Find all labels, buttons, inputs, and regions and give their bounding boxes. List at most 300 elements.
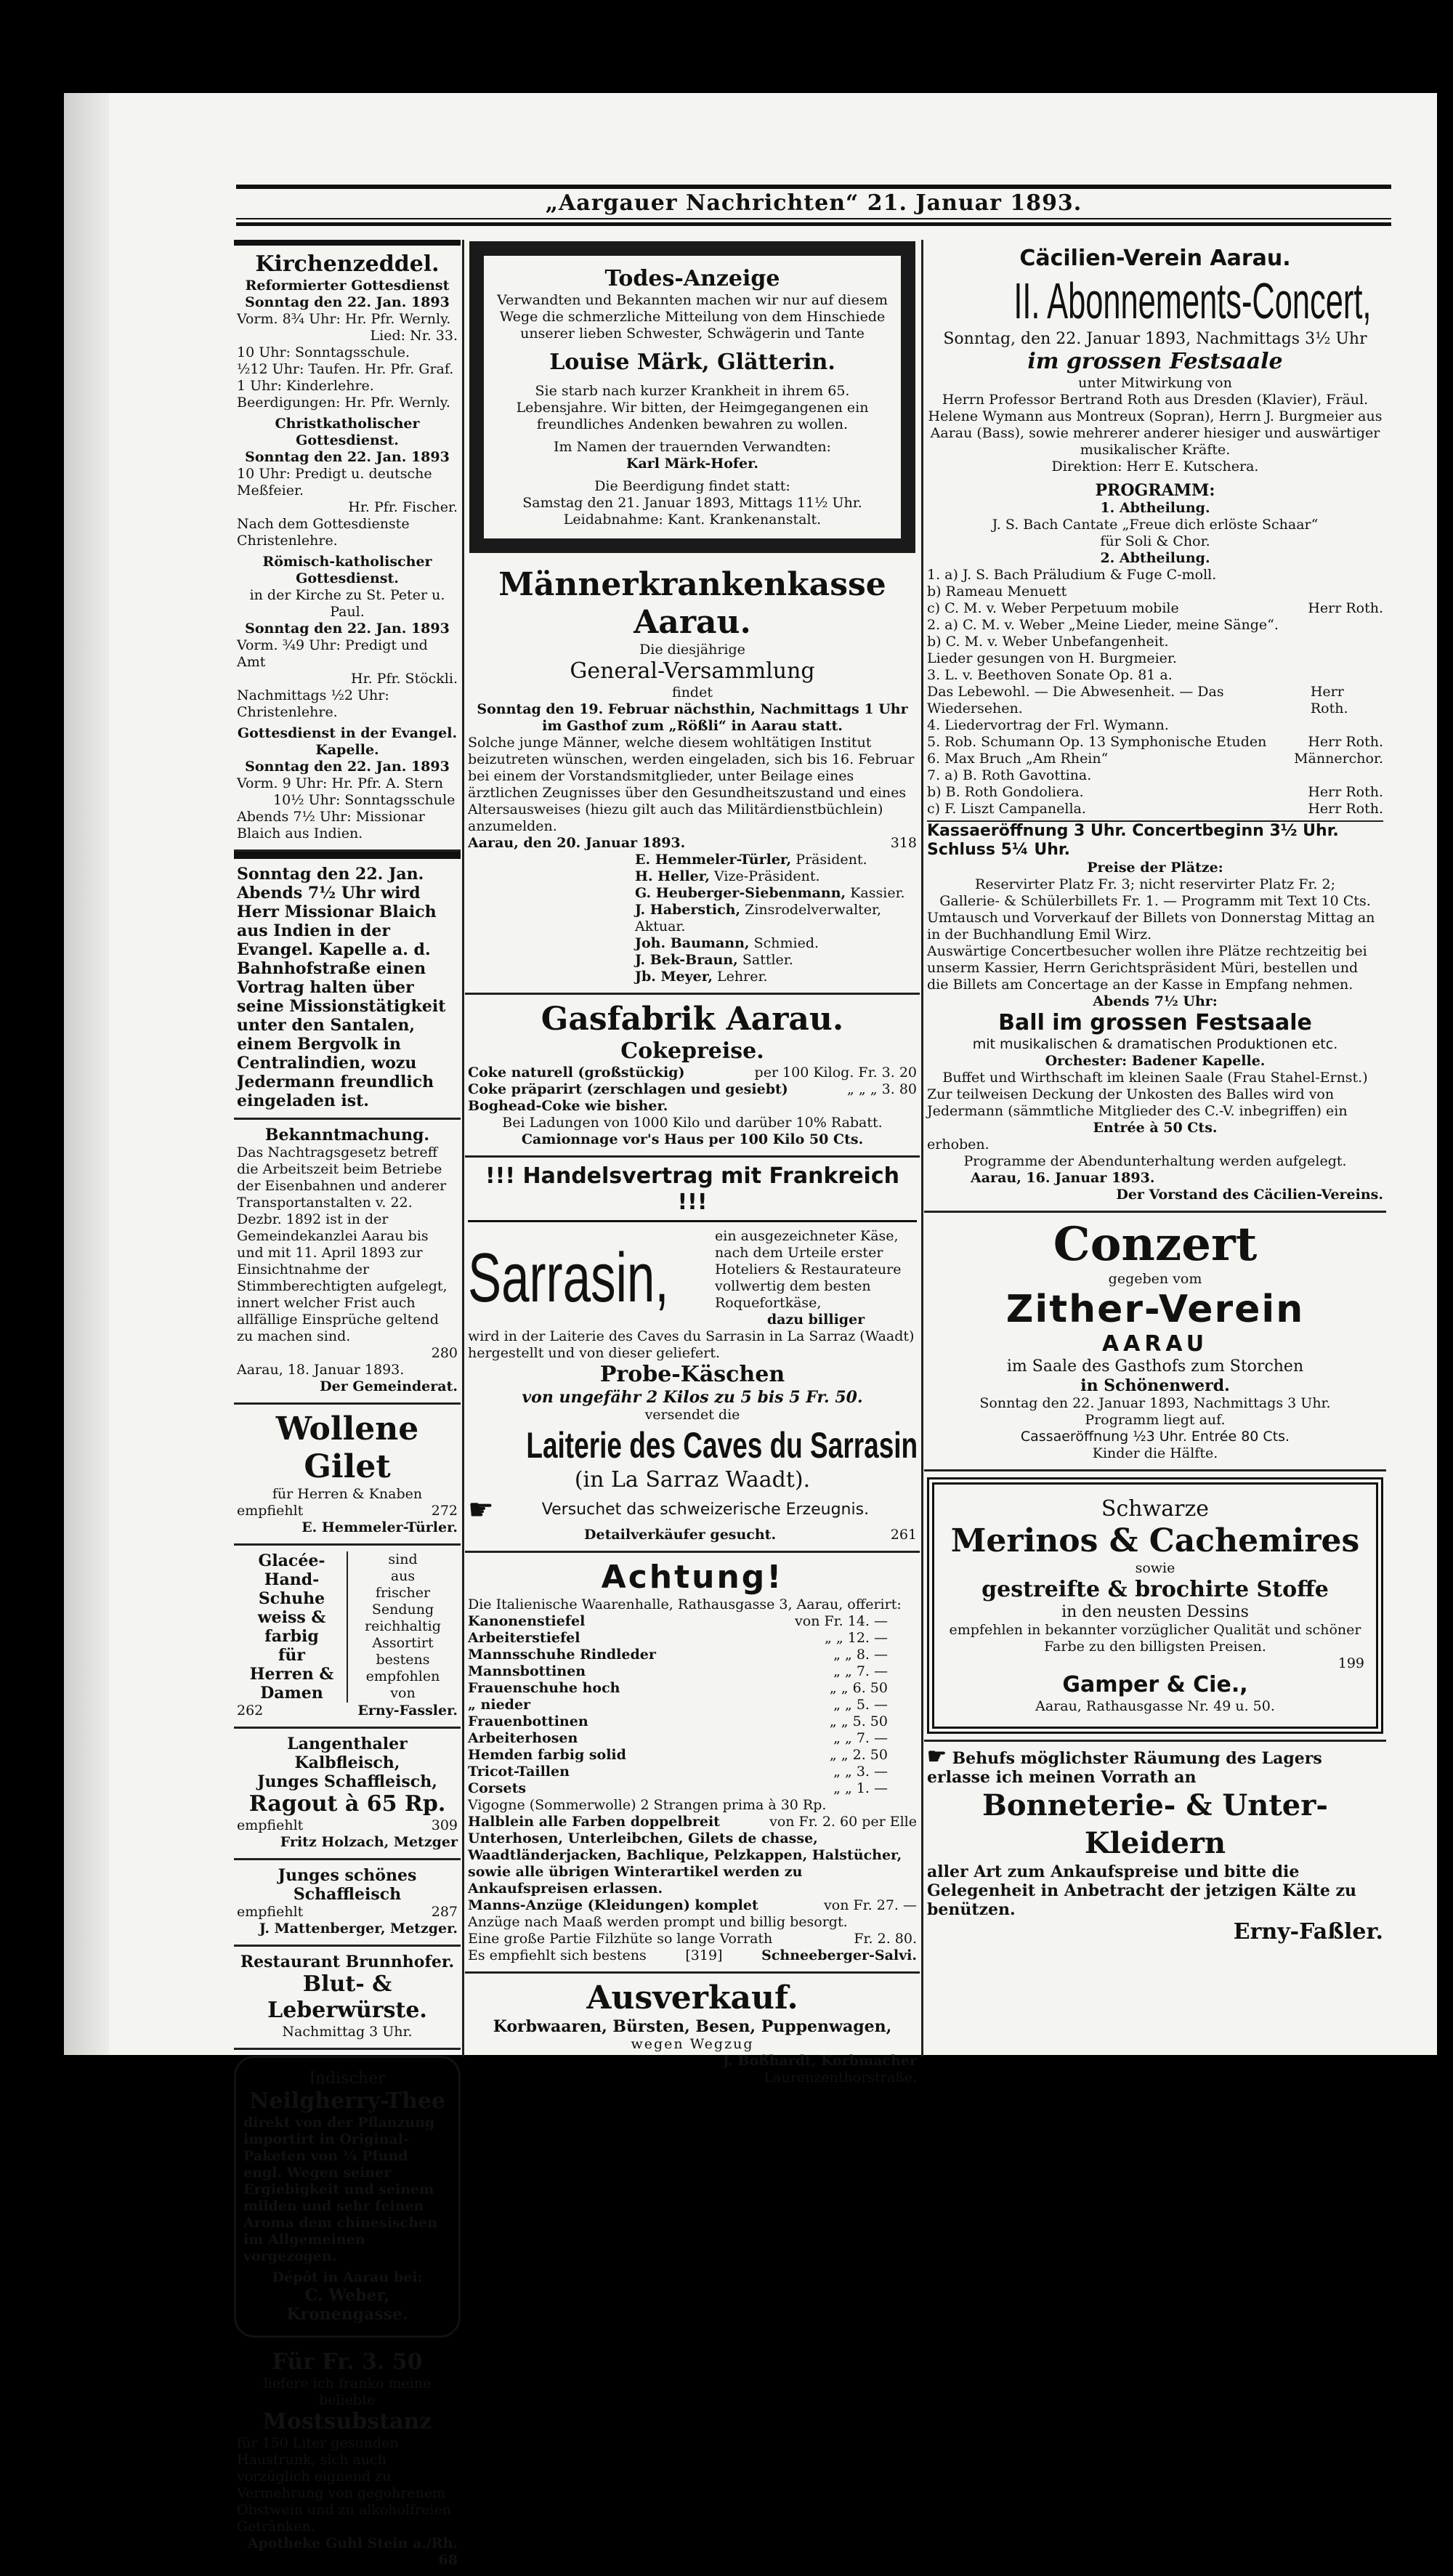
text-line: von ungefähr 2 Kilos zu 5 bis 5 Fr. 50. — [522, 1388, 863, 1407]
ad-number: 280 — [431, 1345, 458, 1361]
program-performer: Herr Roth. — [1308, 784, 1383, 800]
program-piece: Das Lebewohl. — Die Abwesenheit. — Das Wiedersehen. — [927, 684, 1224, 716]
text-line: Lied: Nr. 33. — [370, 328, 458, 344]
program-performer: Herr Roth. — [1308, 600, 1383, 616]
text-line: für Soli & Chor. — [1100, 533, 1210, 549]
text-line: Nachmittag 3 Uhr. — [282, 2024, 413, 2040]
text-line: Kassaeröffnung 3 Uhr. Concertbeginn 3½ Uhr. Schluss 5¼ Uhr. — [927, 820, 1383, 860]
text-line: 1 Uhr: Kinderlehre. — [237, 378, 374, 394]
member-name: Joh. Baumann, — [635, 935, 750, 951]
ad-text: Die Italienische Waarenhalle, Rathausgasse 3, Aarau, offerirt: — [468, 1596, 902, 1612]
item-name: „ nieder — [468, 1697, 531, 1713]
program-piece: b) Rameau Menuett — [927, 584, 1067, 599]
text-line: Reservirter Platz Fr. 3; nicht reservirter Platz Fr. 2; — [975, 876, 1335, 892]
text-line: Gallerie- & Schülerbillets Fr. 1. — Programm mit Text 10 Cts. — [939, 893, 1371, 909]
ad-text: Umtausch und Vorverkauf der Billets von Donnerstag Mittag an in der Buchhandlung Emil Wirz. — [927, 910, 1375, 942]
text-line: ½12 Uhr: Taufen. Hr. Pfr. Graf. — [237, 361, 454, 377]
item-name: Arbeiterstiefel — [468, 1630, 580, 1646]
price-row — [468, 1081, 917, 1098]
text-line: 10 Uhr: Predigt u. deutsche Meßfeier. — [237, 466, 432, 498]
ad-text: Das Nachtragsgesetz betreff die Arbeitszeit beim Betriebe der Eisenbahnen und anderer Transportanstalten v. 22. Dezbr. 1892 ist in der Gemeindekanzlei Aarau bis und mit 11. April 1893 zur Einsichtnahme der Stimmberechtigten aufgelegt, innert welcher Frist auch allfällige Einsprüche geltend zu machen sind. — [237, 1144, 448, 1344]
date-line: Sonntag den 22. Jan. 1893 — [245, 759, 450, 775]
ad-title: Cäcilien-Verein Aarau. — [1019, 246, 1291, 271]
ad-title: General-Versammlung — [570, 658, 815, 684]
address: Aarau, Rathausgasse Nr. 49 u. 50. — [1035, 1698, 1275, 1714]
text-line: Hand- — [264, 1570, 320, 1589]
program-item — [927, 767, 1383, 784]
price-row — [468, 1747, 888, 1764]
program-piece: 5. Rob. Schumann Op. 13 Symphonische Etuden — [927, 734, 1267, 750]
ad-text: wird in der Laiterie des Caves du Sarrasin in La Sarraz (Waadt) hergestellt und von dieser geliefert. — [468, 1328, 915, 1361]
price-row — [468, 1764, 888, 1780]
text-line: mit musikalischen & dramatischen Produktionen etc. — [972, 1036, 1338, 1052]
ad-text: empfehlen in bekannter vorzüglicher Qualität und schöner Farbe zu den billigsten Preisen. — [949, 1622, 1361, 1655]
ad-title: Junges schönes Schaffleisch — [278, 1866, 417, 1904]
text-line: sowie — [1135, 1560, 1175, 1576]
member-name: Jb. Meyer, — [635, 969, 713, 985]
program-piece: 3. L. v. Beethoven Sonate Op. 81 a. — [927, 667, 1173, 683]
ad-title: Indischer — [309, 2070, 386, 2088]
text-line: farbig — [264, 1627, 319, 1646]
text-line: Glacée- — [258, 1551, 325, 1570]
ad-number: [319] — [685, 1947, 723, 1963]
text-line: empfiehlt — [237, 1503, 304, 1519]
price-row — [468, 1730, 888, 1747]
item-name: Tricot-Taillen — [468, 1764, 570, 1780]
text-line: Dépôt in Aarau bei: — [272, 2269, 423, 2285]
text-line: liefere ich franko meine beliebte — [263, 2375, 432, 2408]
ad-title: gestreifte & brochirte Stoffe — [982, 1577, 1329, 1602]
signature: Erny-Faßler. — [1233, 1919, 1383, 1945]
member-role: Sattler. — [742, 952, 793, 968]
program-item — [927, 650, 1383, 667]
ad-title: Blut- & Leberwürste. — [267, 1971, 427, 2023]
item-price: „ „ 2. 50 — [829, 1747, 888, 1763]
text-line: Detailverkäufer gesucht. — [584, 1527, 777, 1543]
item-price: „ „ 8. — — [833, 1647, 888, 1663]
ad-kirchenzeddel — [234, 240, 461, 852]
signature: E. Hemmeler-Türler. — [301, 1519, 458, 1535]
text-line: Es empfiehlt sich bestens — [468, 1947, 647, 1963]
text-line: findet — [672, 685, 713, 700]
program-list — [927, 567, 1383, 817]
program-item — [927, 634, 1383, 650]
member-role: Lehrer. — [717, 969, 768, 985]
member-role: Vize-Präsident. — [714, 868, 820, 884]
text-line: Abends 7½ Uhr: — [1093, 993, 1218, 1009]
section-heading: Gottesdienst in der Evangel. Kapelle. — [237, 725, 458, 758]
date-line: Sonntag den 22. Jan. 1893 — [245, 621, 450, 637]
program-piece: Lieder gesungen von H. Burgmeier. — [927, 650, 1177, 666]
handschuhe-right — [348, 1551, 458, 1703]
masthead-rule-top — [236, 185, 1391, 189]
item-name: Coke naturell (großstückig) — [468, 1065, 685, 1081]
program-performer: Herr Roth. — [1310, 684, 1348, 716]
ad-number: 318 — [890, 835, 917, 851]
ad-mission-lecture — [234, 852, 461, 1120]
text-line: Programm liegt auf. — [1085, 1412, 1226, 1428]
text-line: Vorm. 9 Uhr: Hr. Pfr. A. Stern — [237, 775, 444, 791]
ad-text: Behufs möglichster Räumung des Lagers erlasse ich meinen Vorrath an — [927, 1749, 1322, 1787]
text-line: aus — [390, 1568, 416, 1584]
masthead: „Aargauer Nachrichten“ 21. Januar 1893. — [545, 190, 1082, 216]
text-line: wegen Wegzug — [631, 2036, 754, 2052]
program-piece: 1. a) J. S. Bach Präludium & Fuge C-moll. — [927, 567, 1217, 583]
text-line: Hr. Pfr. Fischer. — [348, 499, 458, 515]
member-row — [635, 952, 917, 969]
text-line: Sonntag den 19. Februar nächsthin, Nachmittags 1 Uhr — [477, 701, 908, 717]
ad-number: 262 — [237, 1703, 264, 1719]
text-line: weiss & — [257, 1608, 326, 1627]
item-price: von Fr. 14. — — [795, 1613, 888, 1629]
price-row — [468, 1663, 888, 1680]
price-row — [468, 1647, 888, 1663]
text-line: empfiehlt — [237, 1817, 304, 1833]
text-line: in der Kirche zu St. Peter u. Paul. — [249, 587, 445, 620]
venue: in Schönenwerd. — [1080, 1376, 1230, 1395]
ad-text: Herrn Professor Bertrand Roth aus Dresden (Klavier), Fräul. Helene Wymann aus Montreux (Sopran), Herrn J. Burgmeier aus Aarau (Bass), sowie mehrerer anderer hiesiger und auswärtiger musikalischer Kräfte. — [928, 392, 1383, 458]
price-row — [468, 1697, 888, 1713]
item-name: Frauenschuhe hoch — [468, 1680, 620, 1696]
section-heading: Preise der Plätze: — [1087, 860, 1223, 876]
date-line: Sonntag den 22. Jan. 1893 — [245, 294, 450, 310]
date-line: Sonntag, den 22. Januar 1893, Nachmittags 3½ Uhr — [943, 330, 1367, 348]
text-line: 10 Uhr: Sonntagsschule. — [237, 344, 410, 360]
program-item — [927, 584, 1383, 600]
ad-handschuhe — [234, 1546, 461, 1729]
ad-mostsubstanz — [234, 2343, 461, 2576]
ad-title: Ausverkauf. — [586, 1979, 798, 2016]
ad-text: Unterhosen, Unterleibchen, Gilets de chasse, Waadtländerjacken, Bachlique, Pelzkappen, Halstücher, sowie alle übrigen Winterartikel werden zu Ankaufspreisen erlassen. — [468, 1830, 902, 1897]
page-binding-edge — [64, 93, 109, 2055]
firm-name: Gamper & Cie., — [1062, 1672, 1248, 1697]
ad-neilgherry-thee — [234, 2056, 461, 2338]
program-item — [927, 617, 1383, 634]
ad-title: Junges Schaffleisch, — [257, 1772, 437, 1791]
signature: Der Vorstand des Cäcilien-Vereins. — [1116, 1187, 1383, 1203]
item-price: „ „ 5. 50 — [829, 1713, 888, 1729]
ad-title: Conzert — [1053, 1217, 1258, 1272]
program-piece: b) B. Roth Gondoliera. — [927, 784, 1084, 800]
ad-number: 199 — [1337, 1655, 1364, 1671]
deceased-name: Louise Märk, Glätterin. — [549, 350, 835, 375]
member-name: E. Hemmeler-Türler, — [635, 852, 792, 868]
ad-subtitle: Cokepreise. — [620, 1038, 764, 1064]
ad-title: Männerkrankenkasse Aarau. — [498, 566, 886, 641]
member-role: Schmied. — [753, 935, 819, 951]
price-row — [468, 1098, 917, 1115]
text-line: Nachmittags ½2 Uhr: Christenlehre. — [237, 687, 389, 720]
text-line: J. S. Bach Cantate „Freue dich erlöste Schaar“ — [992, 517, 1319, 533]
member-name: G. Heuberger-Siebenmann, — [635, 885, 846, 901]
text-line: gegeben vom — [1108, 1271, 1202, 1287]
ad-langenthaler — [234, 1729, 461, 1860]
text-line: Im Namen der trauernden Verwandten: — [554, 439, 831, 455]
section-heading: 2. Abtheilung. — [1100, 550, 1210, 566]
ad-title: Neilgherry-Thee — [248, 2088, 445, 2114]
text-line: empfiehlt — [237, 1904, 304, 1920]
text-line: Buffet und Wirthschaft im kleinen Saale (Frau Stahel-Ernst.) — [942, 1070, 1368, 1086]
program-item — [927, 734, 1383, 751]
banner: !!! Handelsvertrag mit Frankreich !!! — [468, 1163, 917, 1222]
text-line: Vorm. ¾9 Uhr: Predigt und Amt — [237, 637, 428, 670]
price-row — [468, 1630, 888, 1647]
column-middle — [465, 240, 920, 2086]
program-item — [927, 667, 1383, 684]
ad-title: Laiterie des Caves du Sarrasin — [526, 1425, 918, 1466]
program-item — [927, 717, 1383, 734]
item-name: Frauenbottinen — [468, 1713, 588, 1729]
text-line: Versuchet das schweizerische Erzeugnis. — [541, 1501, 870, 1519]
item-name: Arbeiterhosen — [468, 1730, 578, 1746]
text-line: reichhaltig — [365, 1618, 441, 1634]
text-line: Direktion: Herr E. Kutschera. — [1051, 459, 1259, 475]
venue: im grossen Festsaale — [1027, 349, 1283, 374]
text-line: Herren & — [249, 1665, 334, 1684]
price-row — [468, 1780, 888, 1797]
ad-title: Restaurant Brunnhofer. — [240, 1953, 455, 1971]
ad-title: Bekanntmachung. — [264, 1126, 430, 1144]
text-line: Schuhe — [258, 1589, 325, 1608]
price-row — [468, 1713, 888, 1730]
ad-title: Todes-Anzeige — [604, 266, 780, 291]
ad-maennerkrankenkasse — [465, 560, 920, 995]
member-name: J. Haberstich, — [635, 902, 741, 918]
ad-title: Für Fr. 3. 50 — [272, 2349, 423, 2375]
item-name: Coke präparirt (zerschlagen und gesiebt) — [468, 1081, 788, 1097]
text-line: Die diesjährige — [639, 642, 745, 658]
ad-number: 261 — [890, 1527, 917, 1543]
ad-title: Ball im grossen Festsaale — [998, 1010, 1312, 1035]
price-row — [468, 1680, 888, 1697]
section-heading: Christkatholischer Gottesdienst. — [275, 416, 420, 448]
ad-number: 287 — [431, 1904, 458, 1920]
item-price: „ „ 6. 50 — [829, 1680, 888, 1696]
item-price: von Fr. 2. 60 per Elle — [769, 1814, 917, 1830]
program-performer: Herr Roth. — [1308, 801, 1383, 817]
ad-achtung — [465, 1553, 920, 1974]
text-line: Nach dem Gottesdienste Christenlehre. — [237, 516, 410, 549]
ad-title: Merinos & Cachemires — [950, 1522, 1360, 1559]
text-line: Die Beerdigung findet statt: — [594, 478, 790, 494]
text-line: Beerdigungen: Hr. Pfr. Wernly. — [237, 395, 450, 411]
ad-todes-anzeige — [469, 241, 915, 553]
ad-title: Zither-Verein — [1005, 1288, 1305, 1331]
item-price: von Fr. 27. — — [824, 1897, 917, 1913]
item-price: „ „ 1. — — [833, 1780, 888, 1796]
text-line: 10½ Uhr: Sonntagsschule — [273, 792, 456, 808]
column-divider — [462, 240, 464, 2056]
ad-text: direkt von der Pflanzung importirt in Original-Paketen von ¼ Pfund engl. Wegen seiner Ergiebigkeit und seinem milden und sehr feinen Aroma dem chinesischen im Allgemeinen vorgezogen. — [243, 2115, 437, 2264]
text-line: sind — [388, 1551, 418, 1567]
item-name: Boghead-Coke wie bisher. — [468, 1098, 668, 1114]
text-line: Entrée à 50 Cts. — [1093, 1120, 1218, 1136]
ad-title: Ragout à 65 Rp. — [248, 1791, 446, 1817]
venue: im Saale des Gasthofs zum Storchen — [1006, 1357, 1304, 1376]
ad-text: Solche junge Männer, welche diesem wohltätigen Institut beizutreten wünschen, werden eingeladen, sich bis 16. Februar bei einem der Vorstandsmitglieder, unter Beilage eines ärztlichen Zeugnisses über den Gesundheitszustand und eines Altersausweises (hiezu gilt auch das Militärdienstbüchlein) anzumelden. — [468, 735, 915, 834]
text-line: Anzüge nach Maaß werden prompt und billig besorgt. — [468, 1914, 848, 1930]
program-item — [927, 684, 1383, 717]
ad-caecilien-verein — [924, 240, 1386, 1213]
masthead-rule-bottom — [236, 222, 1391, 226]
program-item — [927, 567, 1383, 584]
text-line: Hr. Pfr. Stöckli. — [351, 671, 458, 687]
text-line: Abends 7½ Uhr: Missionar Blaich aus Indien. — [237, 809, 425, 841]
ad-wollene-gilet — [234, 1405, 461, 1546]
ad-text: für 150 Liter gesunden Haustrunk, sich auch vorzüglich eignend zu Vermehrung von gegohrenem Obstwein und zu alkoholfreien Getränken. — [237, 2435, 451, 2535]
ad-zither-verein — [924, 1213, 1386, 1471]
ad-text: aller Art zum Ankaufspreise und bitte die Gelegenheit in Anbetracht der jetzigen Kälte zu benützen. — [927, 1862, 1357, 1919]
ad-text: Sonntag den 22. Jan. Abends 7½ Uhr wird Herr Missionar Blaich aus Indien in der Evangel. Kapelle a. d. Bahnhofstraße einen Vortrag halten über seine Missionstätigkeit unter den Santalen, einem Bergvolk in Centralindien, wozu Jedermann freundlich eingeladen ist. — [237, 865, 446, 1110]
item-price: „ „ 5. — — [833, 1697, 888, 1713]
text-line: Orchester: Badener Kapelle. — [1045, 1053, 1266, 1069]
concert-title: II. Abonnements-Concert, — [1013, 272, 1372, 329]
member-row — [635, 969, 917, 985]
text-line: Vigogne (Sommerwolle) 2 Strangen prima à 30 Rp. — [468, 1797, 827, 1813]
ad-title: Kirchenzeddel. — [255, 251, 440, 277]
text-line: unter Mitwirkung von — [1078, 375, 1232, 391]
member-row — [635, 852, 917, 868]
member-row — [635, 935, 917, 952]
text-line: (in La Sarraz Waadt). — [574, 1467, 811, 1493]
program-piece: c) C. M. v. Weber Perpetuum mobile — [927, 600, 1179, 616]
ad-sarrasin — [465, 1158, 920, 1553]
ad-text: Verwandten und Bekannten machen wir nur auf diesem Wege die schmerzliche Mitteilung von dem Hinschiede unserer lieben Schwester, Schwägerin und Tante — [497, 292, 888, 342]
place-date: Aarau, 16. Januar 1893. — [971, 1170, 1155, 1186]
text-line: Sendung — [371, 1602, 434, 1618]
program-item — [927, 751, 1383, 767]
member-list — [468, 852, 917, 985]
ad-text: Zur teilweisen Deckung der Unkosten des Balles wird von Jedermann (sämmtliche Mitglieder des C.-V. inbegriffen) ein — [927, 1086, 1348, 1119]
item-name: Eine große Partie Filzhüte so lange Vorrath — [468, 1931, 773, 1947]
member-row — [635, 885, 917, 902]
item-name: Mannsbottinen — [468, 1663, 586, 1679]
text-line: im Gasthof zum „Rößli“ in Aarau statt. — [542, 718, 843, 734]
text-line: Cassaeröffnung ½3 Uhr. Entrée 80 Cts. — [1020, 1429, 1290, 1445]
section-heading: Reformierter Gottesdienst — [245, 278, 450, 294]
item-name: Kanonenstiefel — [468, 1613, 586, 1629]
text-line: erhoben. — [927, 1136, 989, 1152]
ad-title: Wollene Gilet — [275, 1410, 419, 1485]
ad-title: Langenthaler Kalbfleisch, — [287, 1735, 408, 1772]
ad-title: Schwarze — [1101, 1496, 1210, 1522]
price-table — [468, 1065, 917, 1115]
program-piece: c) F. Liszt Campanella. — [927, 801, 1086, 817]
section-heading: Römisch-katholischer Gottesdienst. — [262, 554, 432, 586]
ad-text: ein ausgezeichneter Käse, nach dem Urteile erster Hoteliers & Restaurateure vollwertig dem besten Roquefortkäse, — [715, 1228, 902, 1311]
signature: Schneeberger-Salvi. — [761, 1947, 917, 1963]
signature: J. Mattenberger, Metzger. — [259, 1921, 458, 1937]
price-row — [468, 1613, 888, 1630]
text-line: für Herren & Knaben — [272, 1486, 423, 1502]
ad-title: Mostsubstanz — [262, 2409, 432, 2434]
signature: Fritz Holzach, Metzger — [280, 1834, 458, 1850]
ad-title: Gasfabrik Aarau. — [541, 1001, 844, 1038]
pointing-hand-icon: ☛ — [927, 1744, 947, 1769]
text-line: dazu billiger — [766, 1312, 865, 1328]
program-piece: 4. Liedervortrag der Frl. Wymann. — [927, 717, 1169, 733]
column-left — [234, 240, 461, 2568]
member-name: H. Heller, — [635, 868, 710, 884]
signature: C. Weber, Kronengasse. — [286, 2286, 408, 2324]
ad-title: Bonneterie- & Unter-Kleidern — [982, 1788, 1328, 1860]
text-line: bestens — [376, 1652, 430, 1668]
ad-title: AARAU — [1101, 1331, 1209, 1357]
masthead-rule-thin — [236, 218, 1391, 219]
member-role: Präsident. — [796, 852, 867, 868]
ad-ausverkauf — [465, 1974, 920, 2093]
text-line: Bei Ladungen von 1000 Kilo und darüber 10% Rabatt. — [502, 1115, 883, 1131]
text-line: in den neusten Dessins — [1061, 1603, 1249, 1621]
product-name: Sarrasin, — [468, 1239, 669, 1317]
date-line: Sonntag den 22. Jan. 1893 — [245, 449, 450, 465]
ad-number: 272 — [431, 1503, 458, 1519]
member-row — [635, 868, 917, 885]
program-performer: Männerchor. — [1294, 751, 1383, 767]
member-role: Kassier. — [850, 885, 905, 901]
program-item — [927, 784, 1383, 801]
program-piece: 7. a) B. Roth Gavottina. — [927, 767, 1092, 783]
text-line: für — [278, 1646, 306, 1665]
price-row — [468, 1065, 917, 1081]
item-name: Halblein alle Farben doppelbreit — [468, 1814, 720, 1830]
program-heading: PROGRAMM: — [1095, 481, 1215, 500]
program-performer: Herr Roth. — [1308, 734, 1383, 750]
text-line: Camionnage vor's Haus per 100 Kilo 50 Cts. — [521, 1131, 864, 1147]
ad-title: Probe-Käschen — [599, 1362, 785, 1387]
place-date: Aarau, 18. Januar 1893. — [237, 1362, 405, 1378]
text-line: Vorm. 8¾ Uhr: Hr. Pfr. Wernly. — [237, 311, 451, 327]
text-line: Samstag den 21. Januar 1893, Mittags 11½ Uhr. — [522, 495, 862, 511]
ad-gasfabrik — [465, 995, 920, 1158]
date-line: Sonntag den 22. Januar 1893, Nachmittags 3 Uhr. — [979, 1395, 1331, 1411]
item-price: per 100 Kilog. Fr. 3. 20 — [754, 1065, 917, 1081]
text-line: Programme der Abendunterhaltung werden aufgelegt. — [963, 1153, 1347, 1169]
signature: Der Gemeinderat. — [320, 1378, 458, 1394]
ad-text: Auswärtige Concertbesucher wollen ihre Plätze rechtzeitig bei unserm Kassier, Herrn Gerichtspräsident Müri, bestellen und die Billets am Concertage an der Kasse in Empfang nehmen. — [927, 943, 1367, 993]
address: Laurenzenthorstraße. — [764, 2070, 917, 2086]
program-item — [927, 801, 1383, 817]
text-line: von — [390, 1685, 416, 1701]
ad-merinos — [927, 1477, 1383, 1734]
signature: J. Boßhardt, Korbmacher — [722, 2053, 917, 2069]
member-name: J. Bek-Braun, — [635, 952, 738, 968]
ad-title: Achtung! — [601, 1559, 784, 1596]
column-right — [924, 240, 1386, 2055]
item-price: Fr. 2. 80. — [854, 1931, 917, 1947]
pointing-hand-icon: ☛ — [468, 1493, 494, 1527]
item-price: „ „ „ 3. 80 — [847, 1081, 917, 1097]
ad-number: 309 — [431, 1817, 458, 1833]
item-price: „ „ 7. — — [833, 1663, 888, 1679]
program-piece: 2. a) C. M. v. Weber „Meine Lieder, meine Sänge“. — [927, 617, 1279, 633]
program-piece: 6. Max Bruch „Am Rhein“ — [927, 751, 1109, 767]
member-row — [635, 902, 917, 935]
price-list — [468, 1613, 917, 1797]
member-role: Zinsrodelverwalter, Aktuar. — [635, 902, 882, 934]
signature: Erny-Fassler. — [357, 1703, 458, 1719]
handschuhe-left — [237, 1551, 348, 1703]
text-line: frischer — [375, 1585, 431, 1601]
text-line: Assortirt — [372, 1635, 434, 1651]
ad-schaffleisch — [234, 1860, 461, 1947]
item-name: Mannsschuhe Rindleder — [468, 1647, 656, 1663]
ad-bekanntmachung — [234, 1120, 461, 1405]
program-item — [927, 600, 1383, 617]
ad-text: Sie starb nach kurzer Krankheit in ihrem 65. Lebensjahre. Wir bitten, der Heimgegangenen ein freundliches Andenken bewahren zu wollen. — [516, 383, 869, 432]
place-date: Aarau, den 20. Januar 1893. — [468, 835, 686, 851]
text-line: Damen — [260, 1684, 323, 1703]
